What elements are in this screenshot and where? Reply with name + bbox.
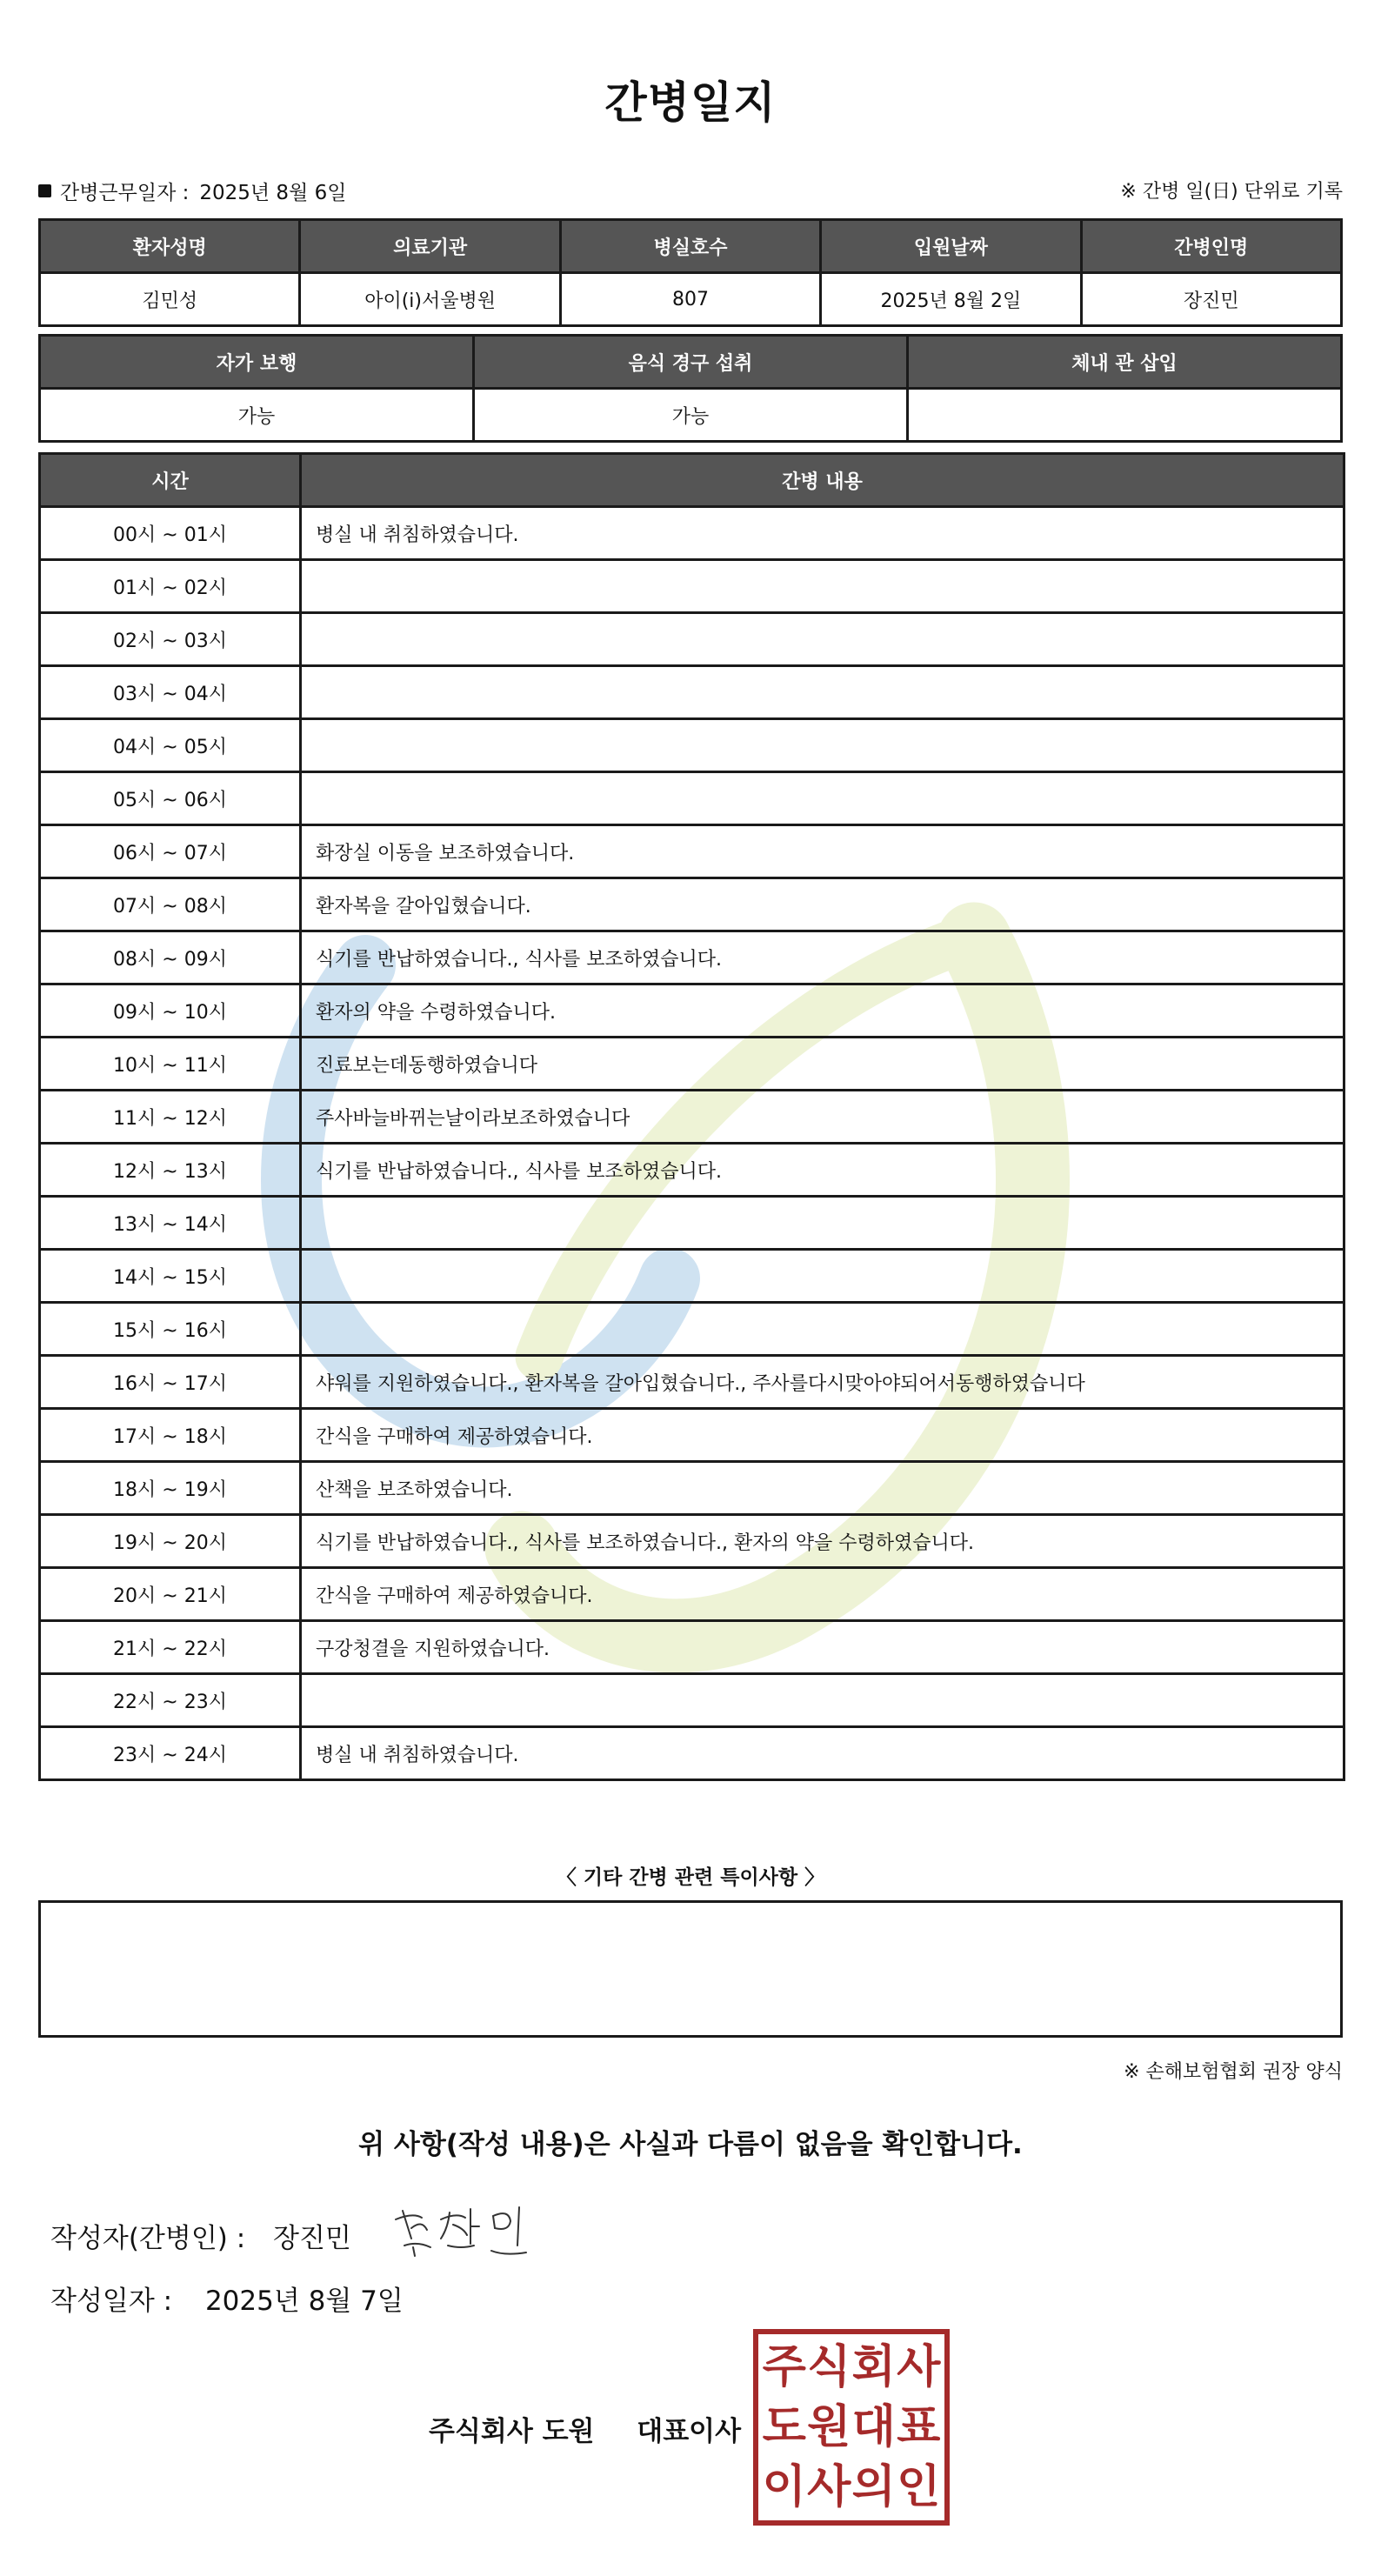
table-row <box>40 1197 1344 1250</box>
company-line <box>429 2409 741 2448</box>
table-row <box>40 878 1344 931</box>
row-time: 10시 ~ 11시 <box>40 1038 301 1091</box>
row-time: 16시 ~ 17시 <box>40 1356 301 1409</box>
row-content <box>301 719 1344 772</box>
table-row <box>40 719 1344 772</box>
row-time: 00시 ~ 01시 <box>40 507 301 560</box>
seal-char: 이 <box>762 2460 806 2513</box>
header-care-content: 간병 내용 <box>301 454 1344 507</box>
room-number-value: 807 <box>560 273 820 326</box>
unit-note: ※ 간병 일(日) 단위로 기록 <box>1120 181 1343 203</box>
page-title: 간병일지 <box>604 77 777 128</box>
row-content <box>301 1303 1344 1356</box>
row-time: 01시 ~ 02시 <box>40 560 301 613</box>
seal-char: 사 <box>897 2341 941 2394</box>
recommend-note: ※ 손해보험협회 권장 양식 <box>1124 2061 1343 2083</box>
table-row <box>40 666 1344 719</box>
row-time: 03시 ~ 04시 <box>40 666 301 719</box>
table-row <box>40 1515 1344 1568</box>
header-admission-date: 입원날짜 <box>821 220 1081 273</box>
author-label: 작성자(간병인) : <box>50 2223 246 2254</box>
table-row <box>40 1091 1344 1144</box>
bullet-square-icon <box>38 184 51 197</box>
header-time: 시간 <box>40 454 301 507</box>
row-time: 22시 ~ 23시 <box>40 1674 301 1727</box>
seal-char: 사 <box>807 2460 851 2513</box>
row-content: 간식을 구매하여 제공하였습니다. <box>301 1409 1344 1462</box>
row-time: 15시 ~ 16시 <box>40 1303 301 1356</box>
header-patient-name: 환자성명 <box>40 220 300 273</box>
seal-char: 인 <box>897 2460 941 2513</box>
table-row <box>40 613 1344 666</box>
work-date-label: 간병근무일자 : <box>60 182 190 204</box>
row-time: 02시 ~ 03시 <box>40 613 301 666</box>
header-caregiver-name: 간병인명 <box>1081 220 1341 273</box>
row-content <box>301 560 1344 613</box>
table-row <box>40 1250 1344 1303</box>
table-row <box>40 507 1344 560</box>
table-row <box>40 984 1344 1038</box>
row-content: 환자의 약을 수령하였습니다. <box>301 984 1344 1038</box>
row-content: 환자복을 갈아입혔습니다. <box>301 878 1344 931</box>
tube-insertion-value <box>908 389 1342 442</box>
written-date-line <box>50 2279 404 2318</box>
row-time: 14시 ~ 15시 <box>40 1250 301 1303</box>
row-content: 간식을 구매하여 제공하였습니다. <box>301 1568 1344 1621</box>
table-row <box>40 1462 1344 1515</box>
patient-name-value: 김민성 <box>40 273 300 326</box>
table-row <box>40 560 1344 613</box>
table-row <box>40 825 1344 878</box>
patient-info-table <box>38 218 1343 327</box>
written-date-value: 2025년 8월 7일 <box>204 2286 404 2317</box>
company-title: 대표이사 <box>637 2416 742 2447</box>
row-content: 식기를 반납하였습니다., 식사를 보조하였습니다. <box>301 1144 1344 1197</box>
row-time: 21시 ~ 22시 <box>40 1621 301 1674</box>
row-time: 20시 ~ 21시 <box>40 1568 301 1621</box>
row-content <box>301 1197 1344 1250</box>
row-time: 13시 ~ 14시 <box>40 1197 301 1250</box>
row-content: 진료보는데동행하였습니다 <box>301 1038 1344 1091</box>
self-walking-value: 가능 <box>40 389 474 442</box>
header-hospital: 의료기관 <box>300 220 560 273</box>
work-date-line <box>38 177 346 205</box>
row-content <box>301 1674 1344 1727</box>
row-content <box>301 772 1344 825</box>
caregiver-name-value: 장진민 <box>1081 273 1341 326</box>
oral-intake-value: 가능 <box>474 389 908 442</box>
row-time: 11시 ~ 12시 <box>40 1091 301 1144</box>
hospital-value: 아이(i)서울병원 <box>300 273 560 326</box>
table-row <box>40 1621 1344 1674</box>
seal-char: 도 <box>762 2400 806 2453</box>
table-row <box>40 1727 1344 1780</box>
row-time: 23시 ~ 24시 <box>40 1727 301 1780</box>
table-row <box>40 1674 1344 1727</box>
row-content: 병실 내 취침하였습니다. <box>301 1727 1344 1780</box>
header-oral-intake: 음식 경구 섭취 <box>474 336 908 389</box>
table-row <box>40 772 1344 825</box>
table-row <box>40 1356 1344 1409</box>
row-content: 주사바늘바뀌는날이라보조하였습니다 <box>301 1091 1344 1144</box>
row-content: 산책을 보조하였습니다. <box>301 1462 1344 1515</box>
row-time: 04시 ~ 05시 <box>40 719 301 772</box>
row-time: 19시 ~ 20시 <box>40 1515 301 1568</box>
seal-char: 회 <box>851 2341 896 2394</box>
company-seal-stamp <box>753 2329 950 2526</box>
row-time: 07시 ~ 08시 <box>40 878 301 931</box>
row-time: 06시 ~ 07시 <box>40 825 301 878</box>
seal-char: 식 <box>807 2341 851 2394</box>
patient-ability-table <box>38 334 1343 443</box>
handwritten-signature <box>387 2193 544 2263</box>
work-date-value: 2025년 8월 6일 <box>199 182 347 204</box>
seal-char: 표 <box>897 2400 941 2453</box>
table-row <box>40 1038 1344 1091</box>
seal-char: 의 <box>851 2460 896 2513</box>
row-content: 화장실 이동을 보조하였습니다. <box>301 825 1344 878</box>
row-content: 식기를 반납하였습니다., 식사를 보조하였습니다., 환자의 약을 수령하였습니다. <box>301 1515 1344 1568</box>
care-log-table <box>38 452 1345 1781</box>
seal-char: 주 <box>762 2341 806 2394</box>
row-content <box>301 613 1344 666</box>
table-row <box>40 1568 1344 1621</box>
header-tube-insertion: 체내 관 삽입 <box>908 336 1342 389</box>
table-row <box>40 1409 1344 1462</box>
row-content: 병실 내 취침하였습니다. <box>301 507 1344 560</box>
written-date-label: 작성일자 : <box>50 2286 173 2317</box>
header-self-walking: 자가 보행 <box>40 336 474 389</box>
notes-box <box>38 1900 1343 2038</box>
seal-char: 대 <box>851 2400 896 2453</box>
confirm-statement: 위 사항(작성 내용)은 사실과 다름이 없음을 확인합니다. <box>358 2129 1023 2160</box>
table-row <box>40 1144 1344 1197</box>
row-time: 18시 ~ 19시 <box>40 1462 301 1515</box>
header-room-number: 병실호수 <box>560 220 820 273</box>
admission-date-value: 2025년 8월 2일 <box>821 273 1081 326</box>
company-name: 주식회사 도원 <box>429 2416 595 2447</box>
notes-title: 〈 기타 간병 관련 특이사항 〉 <box>556 1866 825 1889</box>
row-content: 식기를 반납하였습니다., 식사를 보조하였습니다. <box>301 931 1344 984</box>
row-time: 05시 ~ 06시 <box>40 772 301 825</box>
row-content <box>301 666 1344 719</box>
row-time: 12시 ~ 13시 <box>40 1144 301 1197</box>
row-content: 구강청결을 지원하였습니다. <box>301 1621 1344 1674</box>
author-name: 장진민 <box>273 2223 351 2254</box>
table-row <box>40 1303 1344 1356</box>
row-content <box>301 1250 1344 1303</box>
row-time: 09시 ~ 10시 <box>40 984 301 1038</box>
seal-char: 원 <box>807 2400 851 2453</box>
row-time: 17시 ~ 18시 <box>40 1409 301 1462</box>
table-row <box>40 931 1344 984</box>
row-time: 08시 ~ 09시 <box>40 931 301 984</box>
author-line <box>50 2216 351 2255</box>
row-content: 샤워를 지원하였습니다., 환자복을 갈아입혔습니다., 주사를다시맞아야되어서동행하였습니다 <box>301 1356 1344 1409</box>
